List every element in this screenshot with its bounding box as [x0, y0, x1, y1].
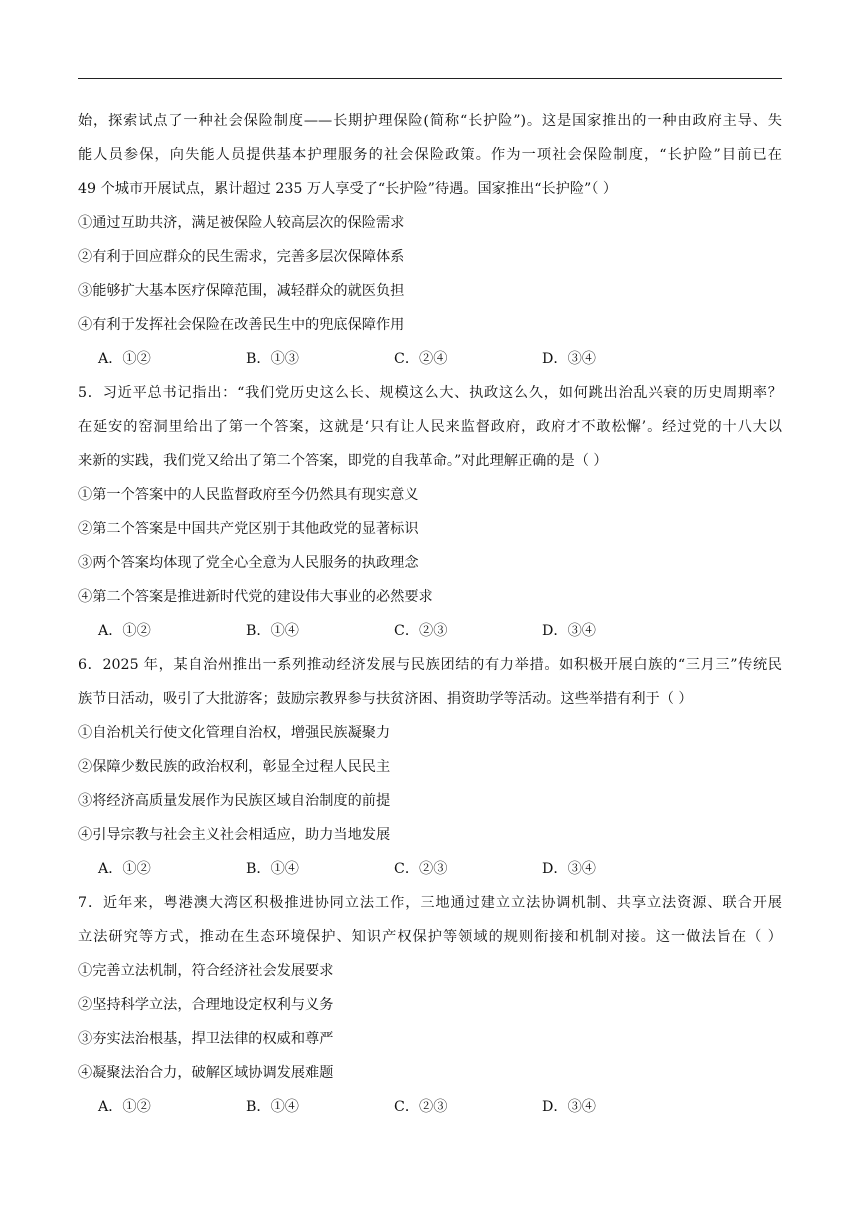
q7-option-c: C．②③ — [394, 1099, 448, 1115]
q5-stem-line-3: 来新的实践，我们党又给出了第二个答案，即党的自我革命。”对此理解正确的是（ ） — [78, 453, 608, 469]
q4-option-d: D．③④ — [542, 351, 596, 367]
q7-stem-line-1: 7．近年来，粤港澳大湾区积极推进协同立法工作，三地通过建立立法协调机制、共享立法资源、联合开展 — [78, 895, 782, 911]
q4-statement-4: ④有利于发挥社会保险在改善民生中的兜底保障作用 — [78, 317, 405, 333]
q6-statement-3: ③将经济高质量发展作为民族区域自治制度的前提 — [78, 793, 391, 809]
q4-option-a: A．①② — [98, 351, 151, 367]
q5-option-a: A．①② — [98, 623, 151, 639]
q5-option-c: C．②③ — [394, 623, 448, 639]
q5-statement-2: ②第二个答案是中国共产党区别于其他政党的显著标识 — [78, 521, 419, 537]
q4-stem-line-3: 49 个城市开展试点，累计超过 235 万人享受了“长护险”待遇。国家推出“长护险”（ ） — [78, 181, 618, 197]
q6-option-a: A．①② — [98, 861, 151, 877]
q5-stem-line-2: 在延安的窑洞里给出了第一个答案，这就是‘只有让人民来监督政府，政府才不敢松懈’。经过党的十八大以 — [78, 419, 782, 435]
q7-options — [78, 1090, 782, 1124]
q5-option-b: B．①④ — [246, 623, 299, 639]
q6-stem-line-1: 6．2025 年，某自治州推出一系列推动经济发展与民族团结的有力举措。如积极开展白族的“三月三”传统民 — [78, 657, 782, 673]
q4-stem-line-1: 始，探索试点了一种社会保险制度——长期护理保险(简称“长护险”)。这是国家推出的一种由政府主导、失 — [78, 113, 782, 129]
q7-stem-line-2: 立法研究等方式，推动在生态环境保护、知识产权保护等领域的规则衔接和机制对接。这一做法旨在（ ） — [78, 929, 782, 945]
q4-options — [78, 342, 782, 376]
q6-statement-4: ④引导宗教与社会主义社会相适应，助力当地发展 — [78, 827, 391, 843]
q6-stem-line-2: 族节日活动，吸引了大批游客；鼓励宗教界参与扶贫济困、捐资助学等活动。这些举措有利于（ ） — [78, 691, 693, 707]
q4-statement-1: ①通过互助共济，满足被保险人较高层次的保险需求 — [78, 215, 405, 231]
q7-statement-4: ④凝聚法治合力，破解区域协调发展难题 — [78, 1065, 334, 1081]
q4-statement-3: ③能够扩大基本医疗保障范围，减轻群众的就医负担 — [78, 283, 405, 299]
q7-option-a: A．①② — [98, 1099, 151, 1115]
q4-option-b: B．①③ — [246, 351, 299, 367]
q6-option-d: D．③④ — [542, 861, 596, 877]
question-content — [78, 104, 782, 1124]
q5-stem-line-1: 5．习近平总书记指出：“我们党历史这么长、规模这么大、执政这么久，如何跳出治乱兴衰的历史周期率？ — [78, 385, 782, 401]
q7-statement-3: ③夯实法治根基，捍卫法律的权威和尊严 — [78, 1031, 334, 1047]
q7-option-b: B．①④ — [246, 1099, 299, 1115]
q4-statement-2: ②有利于回应群众的民生需求，完善多层次保障体系 — [78, 249, 405, 265]
q6-statement-1: ①自治机关行使文化管理自治权，增强民族凝聚力 — [78, 725, 391, 741]
q5-statement-3: ③两个答案均体现了党全心全意为人民服务的执政理念 — [78, 555, 419, 571]
q5-option-d: D．③④ — [542, 623, 596, 639]
q5-statement-1: ①第一个答案中的人民监督政府至今仍然具有现实意义 — [78, 487, 419, 503]
q6-option-c: C．②③ — [394, 861, 448, 877]
q6-statement-2: ②保障少数民族的政治权利，彰显全过程人民民主 — [78, 759, 391, 775]
q5-options — [78, 614, 782, 648]
q5-statement-4: ④第二个答案是推进新时代党的建设伟大事业的必然要求 — [78, 589, 433, 605]
q7-statement-1: ①完善立法机制，符合经济社会发展要求 — [78, 963, 334, 979]
q6-option-b: B．①④ — [246, 861, 299, 877]
q4-stem-line-2: 能人员参保，向失能人员提供基本护理服务的社会保险政策。作为一项社会保险制度，“长护险”目前已在 — [78, 147, 782, 163]
q7-option-d: D．③④ — [542, 1099, 596, 1115]
header-rule — [78, 78, 782, 79]
q4-option-c: C．②④ — [394, 351, 448, 367]
q7-statement-2: ②坚持科学立法，合理地设定权利与义务 — [78, 997, 334, 1013]
q6-options — [78, 852, 782, 886]
